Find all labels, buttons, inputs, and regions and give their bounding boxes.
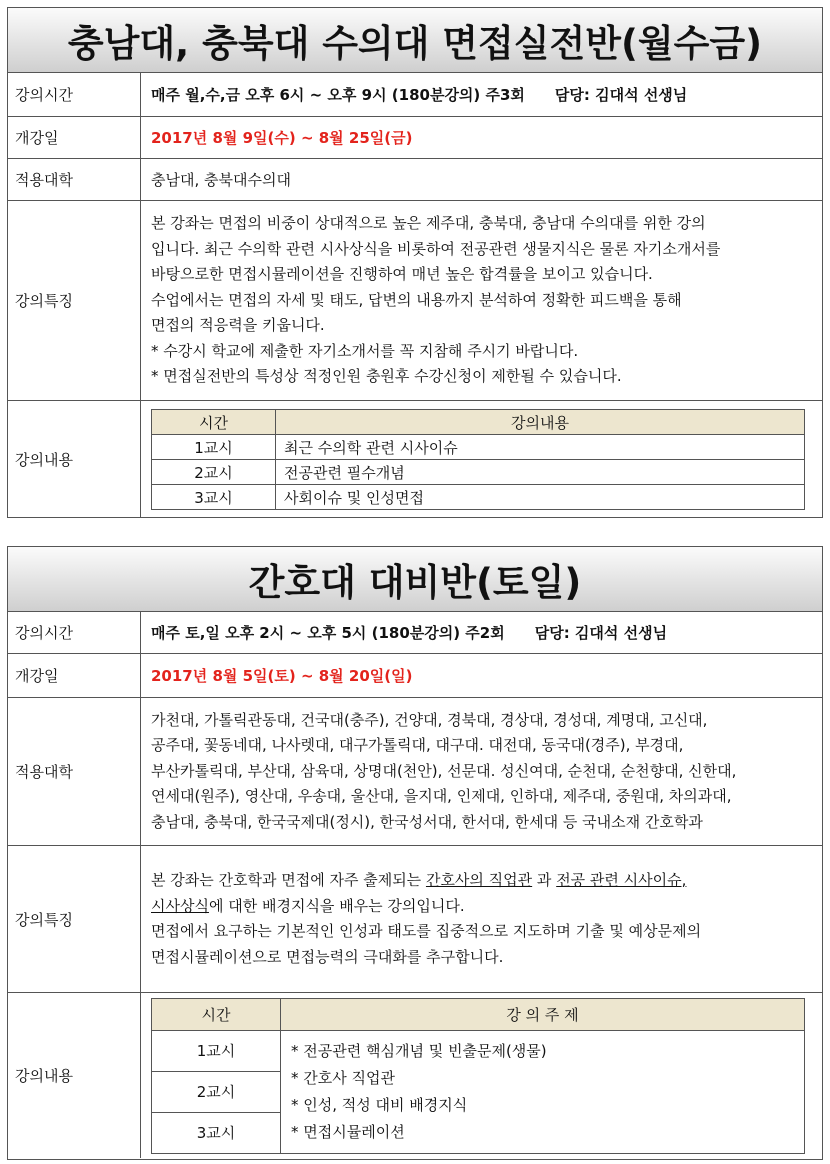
course-title: 충남대, 충북대 수의대 면접실전반(월수금): [8, 8, 822, 73]
univ-list: [151, 708, 736, 836]
time-row: [8, 73, 822, 117]
feature-line: 면접의 적응력을 키웁니다.: [151, 316, 325, 335]
table-row: [152, 435, 805, 460]
feature-line: 면접에서 요구하는 기본적인 인성과 태도를 집중적으로 지도하며 기출 및 예상문제의: [151, 922, 702, 940]
content-table: [151, 998, 805, 1154]
content-row: [8, 993, 822, 1158]
teacher: 담당: 김대석 선생님: [554, 86, 688, 104]
feature-text: [151, 211, 720, 390]
feature-line: 면접시뮬레이션으로 면접능력의 극대화를 추구합니다.: [151, 947, 504, 966]
period-cell: 3교시: [152, 1112, 281, 1153]
time-row: [8, 612, 822, 654]
table-row: [152, 485, 805, 510]
feature-line: 바탕으로한 면접시뮬레이션을 진행하여 매년 높은 합격률을 보이고 있습니다.: [151, 265, 653, 284]
feature-line: * 수강시 학교에 제출한 자기소개서를 꼭 지참해 주시기 바랍니다.: [151, 341, 579, 360]
feature-text-part: 본 강좌는 간호학과 면접에 자주 출제되는: [151, 871, 426, 889]
start-label: 개강일: [8, 117, 141, 158]
univ-line: 연세대(원주), 영산대, 우송대, 울산대, 을지대, 인제대, 인하대, 제주대, 중원대, 차의과대,: [151, 787, 732, 806]
topic-cell: 전공관련 필수개념: [276, 460, 805, 485]
course-title: 간호대 대비반(토일): [8, 547, 822, 612]
time-value: 매주 월,수,금 오후 6시 ~ 오후 9시 (180분강의) 주3회: [151, 86, 525, 104]
feature-row: [8, 846, 822, 993]
feature-text: [151, 868, 701, 970]
topic-item: * 간호사 직업관: [291, 1068, 395, 1087]
start-label: 개강일: [8, 654, 141, 697]
topic-cell: 사회이슈 및 인성면접: [276, 485, 805, 510]
univ-line: 부산카톨릭대, 부산대, 삼육대, 상명대(천안), 선문대. 성신여대, 순천대, 순천향대, 신한대,: [151, 761, 737, 780]
course-panel-nursing: [7, 546, 823, 1160]
table-header: 시간: [152, 410, 276, 435]
start-row: [8, 117, 822, 159]
feature-text-part: 과: [532, 871, 557, 889]
time-label: 강의시간: [8, 612, 141, 653]
feature-row: [8, 201, 822, 401]
univ-value: 충남대, 충북대수의대: [151, 171, 291, 189]
table-header: 시간: [152, 998, 281, 1030]
feature-line: 수업에서는 면접의 자세 및 태도, 답변의 내용까지 분석하여 정확한 피드백을 통해: [151, 290, 682, 309]
table-row: [152, 1030, 805, 1071]
period-cell: 2교시: [152, 460, 276, 485]
univ-line: 충남대, 충북대, 한국국제대(정시), 한국성서대, 한서대, 한세대 등 국내소재 간호학과: [151, 812, 703, 831]
course-panel-vet: [7, 7, 823, 518]
univ-label: 적용대학: [8, 698, 141, 845]
table-header: 강 의 주 제: [281, 998, 805, 1030]
topic-item: * 인성, 적성 대비 배경지식: [291, 1095, 468, 1114]
content-label: 강의내용: [8, 401, 141, 518]
topics-cell: [281, 1030, 805, 1153]
feature-text-part: 에 대한 배경지식을 배우는 강의입니다.: [208, 896, 465, 915]
feature-line: * 면접실전반의 특성상 적정인원 충원후 수강신청이 제한될 수 있습니다.: [151, 367, 622, 386]
univ-row: [8, 159, 822, 201]
univ-line: 가천대, 가톨릭관동대, 건국대(충주), 건양대, 경북대, 경상대, 경성대, 계명대, 고신대,: [151, 710, 708, 729]
start-row: [8, 654, 822, 698]
period-cell: 2교시: [152, 1071, 281, 1112]
feature-label: 강의특징: [8, 201, 141, 400]
time-label: 강의시간: [8, 73, 141, 116]
feature-label: 강의특징: [8, 846, 141, 992]
topic-item: * 전공관련 핵심개념 및 빈출문제(생물): [291, 1041, 547, 1060]
content-table: [151, 409, 805, 510]
table-header: 강의내용: [276, 410, 805, 435]
feature-line: [151, 894, 701, 920]
period-cell: 3교시: [152, 485, 276, 510]
univ-label: 적용대학: [8, 159, 141, 200]
topic-cell: 최근 수의학 관련 시사이슈: [276, 435, 805, 460]
feature-line: 본 강좌는 면접의 비중이 상대적으로 높은 제주대, 충북대, 충남대 수의대를 위한 강의: [151, 214, 706, 233]
period-cell: 1교시: [152, 1030, 281, 1071]
start-value: 2017년 8월 9일(수) ~ 8월 25일(금): [151, 129, 413, 147]
time-value: 매주 토,일 오후 2시 ~ 오후 5시 (180분강의) 주2회: [151, 624, 505, 642]
univ-row: [8, 698, 822, 846]
feature-line: 입니다. 최근 수의학 관련 시사상식을 비롯하여 전공관련 생물지식은 물론 자기소개서를: [151, 239, 721, 258]
feature-emphasis: 간호사의 직업관: [425, 871, 533, 889]
table-row: [152, 460, 805, 485]
feature-emphasis: 시사상식: [151, 896, 209, 915]
content-row: [8, 401, 822, 518]
feature-line: [151, 868, 701, 894]
teacher: 담당: 김대석 선생님: [534, 624, 668, 642]
feature-emphasis: 전공 관련 시사이슈,: [556, 871, 687, 889]
start-value: 2017년 8월 5일(토) ~ 8월 20일(일): [151, 667, 413, 685]
univ-line: 공주대, 꽃동네대, 나사렛대, 대구가톨릭대, 대구대. 대전대, 동국대(경주), 부경대,: [151, 736, 684, 755]
content-label: 강의내용: [8, 993, 141, 1158]
period-cell: 1교시: [152, 435, 276, 460]
topic-item: * 면접시뮬레이션: [291, 1122, 405, 1141]
